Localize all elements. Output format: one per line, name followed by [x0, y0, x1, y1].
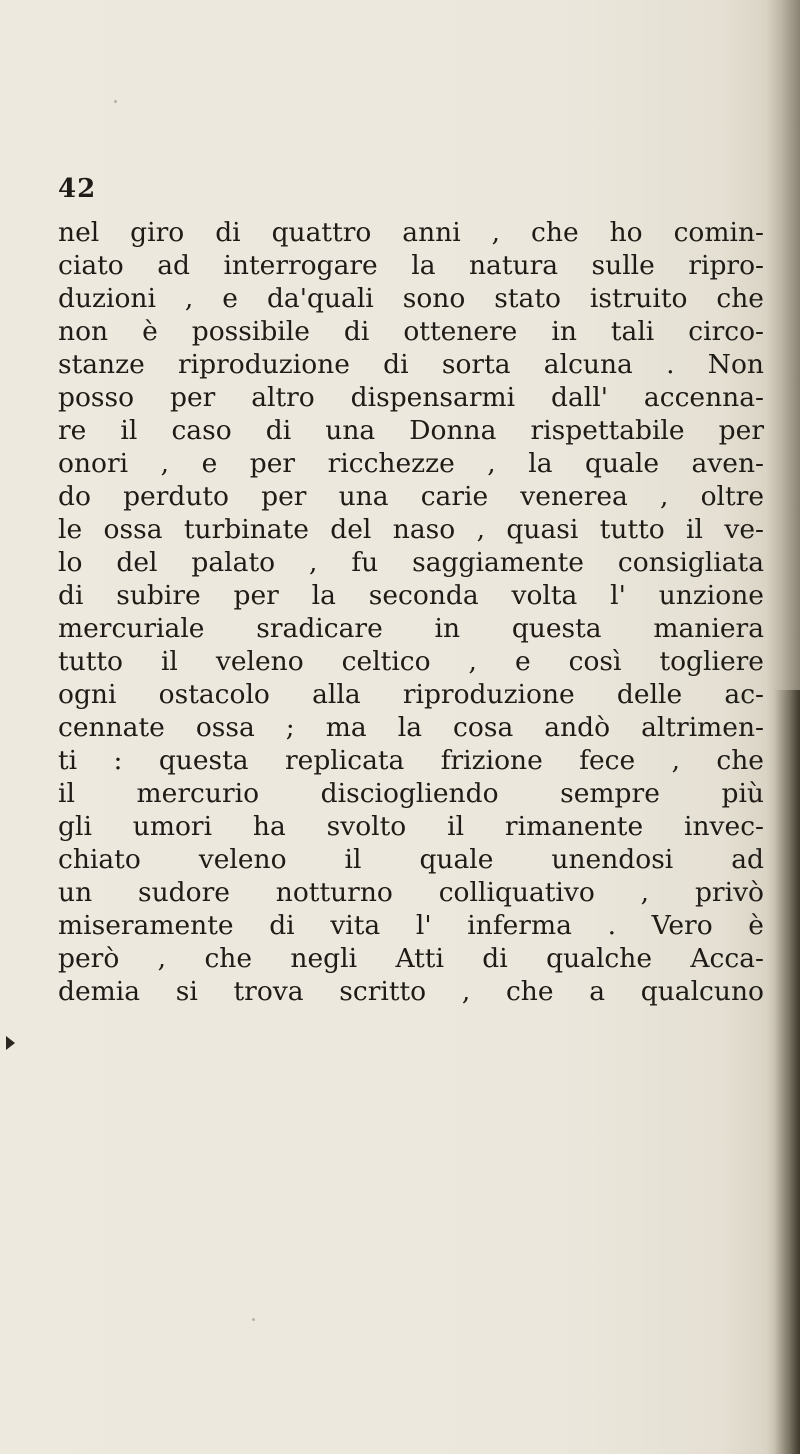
- text-line: onori , e per ricchezze , la quale aven-: [58, 448, 764, 479]
- text-line: re il caso di una Donna rispettabile per: [58, 415, 764, 446]
- text-line: stanze riproduzione di sorta alcuna . Non: [58, 349, 764, 380]
- text-line: ti : questa replicata frizione fece , che: [58, 745, 764, 776]
- text-line: mercuriale sradicare in questa maniera: [58, 613, 764, 644]
- text-line: posso per altro dispensarmi dall' accenna-: [58, 382, 764, 413]
- page-number: 42: [58, 174, 97, 204]
- body-text: [58, 216, 766, 1008]
- text-line: di subire per la seconda volta l' unzione: [58, 580, 764, 611]
- text-line: nel giro di quattro anni , che ho comin-: [58, 217, 764, 248]
- text-line: cennate ossa ; ma la cosa andò altrimen-: [58, 712, 764, 743]
- text-line: do perduto per una carie venerea , oltre: [58, 481, 764, 512]
- text-line: gli umori ha svolto il rimanente invec-: [58, 811, 764, 842]
- text-line: demia si trova scritto , che a qualcuno: [58, 976, 764, 1007]
- text-line: tutto il veleno celtico , e così togliere: [58, 646, 764, 677]
- paper-spot: [114, 100, 117, 103]
- text-line: le ossa turbinate del naso , quasi tutto il ve-: [58, 514, 764, 545]
- text-line: non è possibile di ottenere in tali circo-: [58, 316, 764, 347]
- margin-mark: [6, 1036, 15, 1050]
- text-line: però , che negli Atti di qualche Acca-: [58, 943, 764, 974]
- text-line: lo del palato , fu saggiamente consigliata: [58, 547, 764, 578]
- text-line: ciato ad interrogare la natura sulle ripro-: [58, 250, 764, 281]
- text-line: miseramente di vita l' inferma . Vero è: [58, 910, 764, 941]
- text-line: ogni ostacolo alla riproduzione delle ac-: [58, 679, 764, 710]
- paper-spot: [252, 1318, 255, 1321]
- text-line: chiato veleno il quale unendosi ad: [58, 844, 764, 875]
- text-line: duzioni , e da'quali sono stato istruito che: [58, 283, 764, 314]
- text-line: un sudore notturno colliquativo , privò: [58, 877, 764, 908]
- page-gutter-shadow-lower: [774, 690, 800, 1454]
- text-line: il mercurio disciogliendo sempre più: [58, 778, 764, 809]
